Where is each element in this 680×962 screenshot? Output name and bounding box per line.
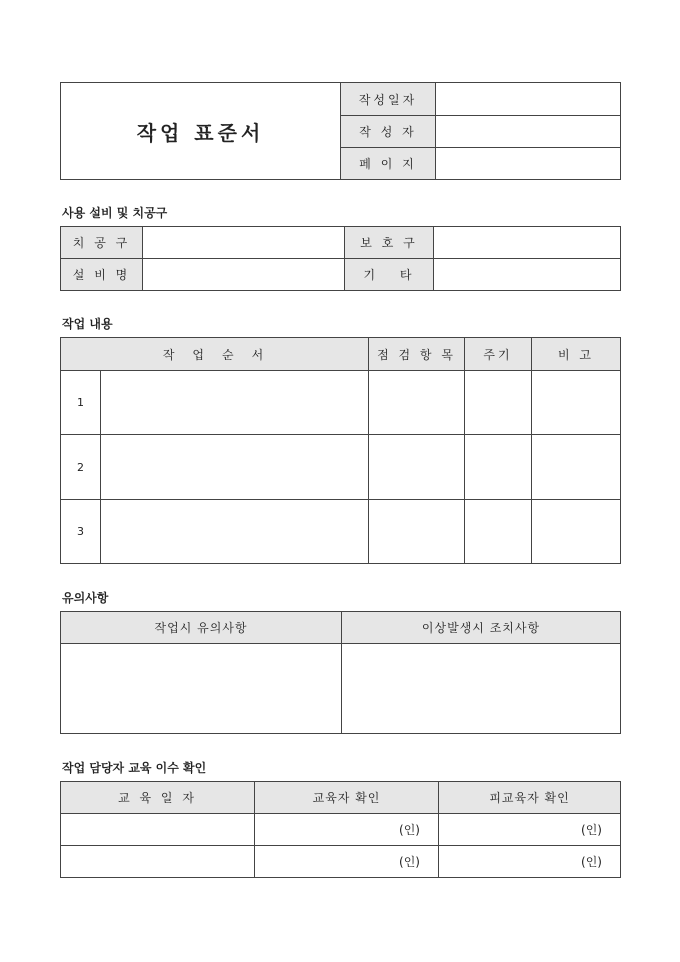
other-label: 기 타 [345,259,434,291]
page-label: 페 이 지 [341,148,436,180]
equipment-name-label: 설 비 명 [61,259,143,291]
emergency-actions-field[interactable] [342,644,621,734]
col-trainee-confirm: 피교육자 확인 [439,782,621,814]
step-cell[interactable] [101,500,369,564]
equipment-table [60,226,621,291]
cautions-heading: 유의사항 [62,591,109,605]
step-cell[interactable] [101,371,369,435]
cautions-table [60,611,621,734]
other-field[interactable] [434,259,621,291]
col-cycle: 주기 [465,338,532,371]
col-trainer-confirm: 교육자 확인 [255,782,439,814]
col-remarks: 비 고 [532,338,621,371]
work-table [60,337,621,564]
training-table [60,781,621,878]
author-field[interactable] [436,116,621,148]
jig-label: 치 공 구 [61,227,143,259]
author-label: 작 성 자 [341,116,436,148]
row-number: 2 [61,435,101,500]
row-number: 1 [61,371,101,435]
col-work-cautions: 작업시 유의사항 [61,612,342,644]
work-heading: 작업 내용 [62,317,113,331]
protective-label: 보 호 구 [345,227,434,259]
row-number: 3 [61,500,101,564]
table-row [61,814,621,846]
remarks-cell[interactable] [532,500,621,564]
protective-field[interactable] [434,227,621,259]
cycle-cell[interactable] [465,371,532,435]
remarks-cell[interactable] [532,435,621,500]
training-date-cell[interactable] [61,846,255,878]
page-field[interactable] [436,148,621,180]
step-cell[interactable] [101,435,369,500]
equipment-heading: 사용 설비 및 치공구 [62,206,168,220]
trainer-seal[interactable]: (인) [255,846,439,878]
col-emergency-actions: 이상발생시 조치사항 [342,612,621,644]
work-cautions-field[interactable] [61,644,342,734]
equipment-name-field[interactable] [143,259,345,291]
col-work-steps: 작 업 순 서 [61,338,369,371]
training-date-cell[interactable] [61,814,255,846]
cycle-cell[interactable] [465,435,532,500]
table-row [61,500,621,564]
table-row [61,435,621,500]
table-row [61,846,621,878]
header-table [60,82,621,180]
document-title: 작업 표준서 [61,83,341,180]
table-row [61,371,621,435]
cycle-cell[interactable] [465,500,532,564]
trainer-seal[interactable]: (인) [255,814,439,846]
trainee-seal[interactable]: (인) [439,846,621,878]
remarks-cell[interactable] [532,371,621,435]
col-training-date: 교 육 일 자 [61,782,255,814]
col-check-items: 점 검 항 목 [369,338,465,371]
check-cell[interactable] [369,435,465,500]
date-field[interactable] [436,83,621,116]
jig-field[interactable] [143,227,345,259]
training-heading: 작업 담당자 교육 이수 확인 [62,761,207,775]
check-cell[interactable] [369,500,465,564]
check-cell[interactable] [369,371,465,435]
trainee-seal[interactable]: (인) [439,814,621,846]
date-label: 작성일자 [341,83,436,116]
